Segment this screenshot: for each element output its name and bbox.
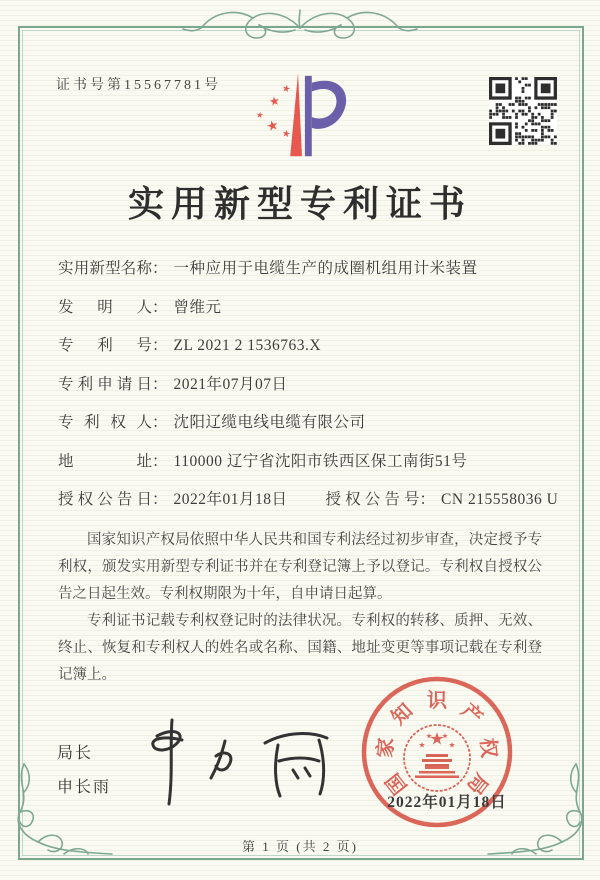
field-row-inventor bbox=[58, 295, 544, 317]
director-title: 局长 bbox=[57, 745, 94, 762]
svg-text:局: 局 bbox=[462, 768, 493, 799]
field-colon: ： bbox=[152, 337, 168, 354]
field-row-patentee bbox=[58, 410, 544, 432]
logo-stars bbox=[256, 84, 290, 137]
field-colon: ： bbox=[152, 298, 168, 316]
cnipa-logo-icon bbox=[245, 70, 355, 168]
logo-p-bowl bbox=[312, 81, 346, 129]
field-colon: ： bbox=[152, 260, 168, 277]
director-name: 申长雨 bbox=[57, 779, 112, 796]
field-value: CN 215558036 U bbox=[441, 491, 559, 508]
field-value: 2021年07月07日 bbox=[173, 375, 288, 393]
qr-code bbox=[489, 77, 557, 145]
seal-date: 2022年01月18日 bbox=[387, 794, 507, 811]
svg-text:产: 产 bbox=[456, 699, 487, 730]
field-row-name bbox=[58, 256, 544, 278]
paragraph-grant-statement: 国家知识产权局依照中华人民共和国专利法经过初步审查，决定授予专利权，颁发实用新型专利证书并在专利登记簿上予以登记。专利权自授权公告之日起生效。专利权期限为十年，自申请日起算。 bbox=[58, 532, 542, 602]
seal-text-arc bbox=[372, 689, 501, 799]
field-colon: ： bbox=[152, 375, 168, 393]
paragraph-register-statement: 专利证书记载专利权登记时的法律状况。专利权的转移、质押、无效、终止、恢复和专利权人的姓名或名称、国籍、地址变更等事项记载在专利登记簿上。 bbox=[58, 613, 542, 683]
certificate-body bbox=[58, 527, 542, 689]
field-label: 专利号 bbox=[58, 337, 152, 354]
svg-text:权: 权 bbox=[476, 736, 500, 759]
field-colon: ： bbox=[152, 452, 168, 470]
seal-emblem bbox=[404, 725, 470, 791]
field-value: ZL 2021 2 1536763.X bbox=[173, 337, 322, 354]
certificate-number: 证书号第15567781号 bbox=[56, 78, 221, 93]
field-row-address bbox=[58, 449, 544, 471]
certificate-fields bbox=[58, 256, 559, 526]
signature-handwriting bbox=[128, 712, 343, 812]
field-value: 曾维元 bbox=[173, 298, 222, 316]
signer-block bbox=[57, 740, 111, 808]
svg-text:识: 识 bbox=[427, 690, 447, 712]
logo-p-stem bbox=[305, 76, 312, 156]
page-footer: 第 1 页 (共 2 页) bbox=[242, 839, 358, 854]
field-value: 沈阳辽缆电线电缆有限公司 bbox=[173, 414, 366, 431]
field-label: 发明人 bbox=[58, 298, 152, 316]
svg-text:国: 国 bbox=[381, 768, 412, 799]
field-colon: ： bbox=[152, 414, 168, 431]
svg-text:知: 知 bbox=[387, 699, 418, 730]
field-row-filing-date bbox=[58, 372, 544, 394]
field-value: 2022年01月18日 bbox=[173, 491, 288, 508]
logo-spike bbox=[290, 73, 302, 156]
field-row-patent-no bbox=[58, 333, 544, 355]
field-label: 授权公告日 bbox=[58, 491, 152, 508]
field-label: 专利申请日 bbox=[58, 375, 152, 393]
field-value: 一种应用于电缆生产的成圈机组用计米装置 bbox=[173, 260, 478, 277]
certificate-title: 实用新型专利证书 bbox=[127, 184, 472, 224]
svg-text:家: 家 bbox=[374, 736, 398, 759]
field-colon: ： bbox=[152, 491, 168, 508]
field-label: 专利权人 bbox=[58, 414, 152, 431]
field-label: 授权公告号 bbox=[325, 491, 420, 508]
qr-finder-top-left bbox=[489, 77, 512, 100]
field-value: 110000 辽宁省沈阳市铁西区保工南街51号 bbox=[173, 452, 468, 470]
qr-finder-bottom-left bbox=[489, 122, 512, 145]
field-label: 地址 bbox=[58, 452, 152, 470]
qr-finder-top-right bbox=[534, 77, 557, 100]
field-colon: ： bbox=[419, 491, 436, 508]
field-row-grant bbox=[58, 487, 559, 509]
field-label: 实用新型名称 bbox=[58, 260, 152, 277]
